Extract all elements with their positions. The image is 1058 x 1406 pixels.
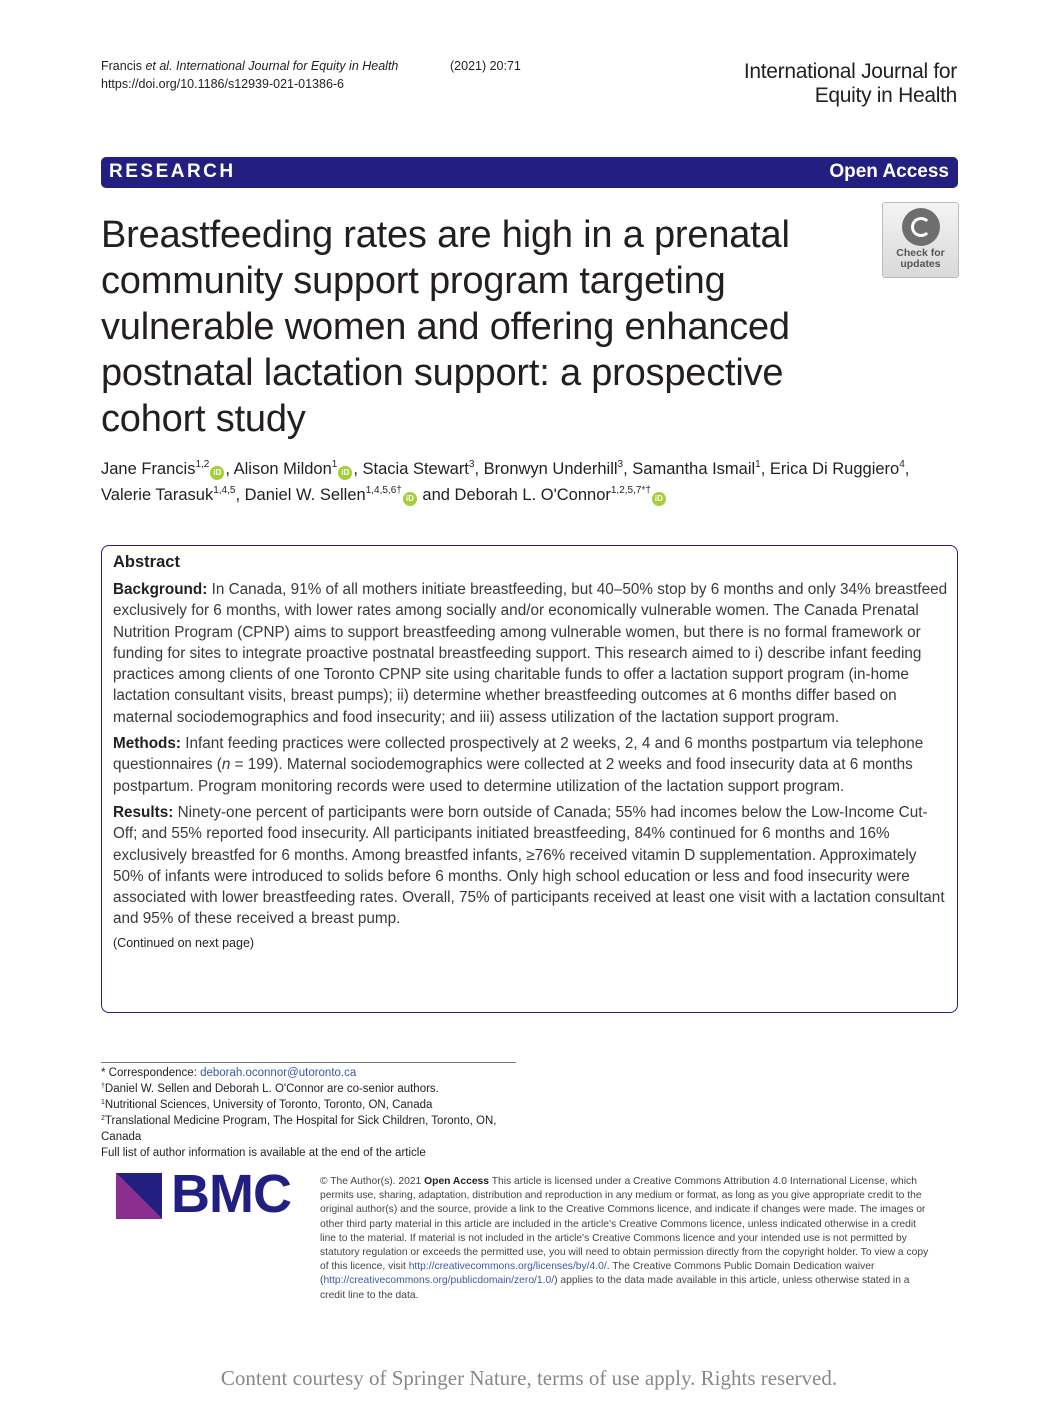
bmc-logo-mark	[116, 1173, 162, 1219]
author-affiliation: 1,4,5	[213, 484, 236, 496]
check-for-updates-button[interactable]	[882, 202, 959, 278]
doi-link[interactable]: https://doi.org/10.1186/s12939-021-01386-6	[101, 77, 345, 91]
orcid-icon[interactable]: iD	[403, 492, 417, 506]
license-part-a: © The Author(s). 2021	[320, 1176, 425, 1187]
orcid-icon[interactable]: iD	[210, 466, 224, 480]
author-separator: ,	[760, 460, 770, 478]
check-updates-icon	[902, 208, 940, 246]
author-separator: ,	[623, 460, 633, 478]
methods-n: n	[221, 756, 231, 774]
methods-text-a: Infant feeding practices were collected prospectively at 2 weeks, 2, 4 and 6 months postpartum via telephone questionnaires (	[113, 735, 924, 774]
author-separator: ,	[353, 460, 363, 478]
abstract-box	[101, 545, 958, 1013]
public-domain-url-link[interactable]: http://creativecommons.org/publicdomain/zero/1.0/	[323, 1275, 555, 1287]
license-part-b: This article is licensed under a Creative Commons Attribution 4.0 International License, which permits use, sharing, adaptation, distribution and reproduction in any medium or format, as long as you give appropriate credit to the original author(s) and the source, provide a link to the Creative Commons licence, and indicate if changes were made. The images or other third party material in this article are included in the article's Creative Commons licence, unless indicated otherwise in a credit line to the material. If material is not included in the article's Creative Commons licence and your intended use is not permitted by statutory regulation or exceeds the permitted use, you will need to obtain permission directly from the copyright holder. To view a copy of this licence, visit	[320, 1176, 929, 1273]
citation-journal: International Journal for Equity in Health	[172, 59, 399, 73]
results-text: Ninety-one percent of participants were born outside of Canada; 55% had incomes below the Low-Income Cut-Off; and 55% reported food insecurity. All participants initiated breastfeeding, 84% continued for 6 months and 16% exclusively breastfed for 6 months. Among breastfed infants, ≥76% received vitamin D supplementation. Approximately 50% of infants were introduced to solids before 6 months. Only high school education or less and food insecurity were associated with lower breastfeeding rates. Overall, 75% of participants received at least one visit with a lactation consultant and 95% of these received a breast pump.	[113, 803, 945, 928]
bmc-logo	[116, 1164, 296, 1224]
affiliation-1	[101, 1097, 516, 1113]
author-name: Jane Francis	[101, 460, 196, 478]
orcid-icon[interactable]: iD	[652, 492, 666, 506]
journal-name-line1: International Journal for	[743, 60, 957, 83]
affiliation-2-mark: 2	[101, 1115, 105, 1122]
co-senior-text: Daniel W. Sellen and Deborah L. O'Connor are co-senior authors.	[104, 1083, 439, 1095]
full-author-info-note: Full list of author information is available at the end of the article	[101, 1147, 426, 1159]
author-separator: ,	[235, 485, 245, 504]
author-affiliation: 1	[331, 459, 338, 470]
author-affiliation: 1,2,5,7*†	[610, 484, 651, 496]
article-type-banner	[101, 157, 958, 188]
courtesy-notice: Content courtesy of Springer Nature, terms of use apply. Rights reserved.	[220, 1366, 838, 1390]
methods-label: Methods:	[113, 735, 181, 753]
orcid-icon[interactable]: iD	[338, 466, 352, 480]
citation-authors: Francis	[101, 59, 146, 73]
license-part-c: . The Creative Commons Public Domain Dedication waiver (	[320, 1261, 875, 1287]
author-affiliation: 1	[755, 459, 761, 470]
affiliation-2	[101, 1113, 516, 1145]
footnote-divider	[101, 1062, 516, 1063]
author-name: Valerie Tarasuk	[101, 485, 214, 504]
citation-etal: et al.	[145, 59, 173, 73]
correspondence	[101, 1065, 516, 1081]
article-type-label: RESEARCH	[109, 161, 236, 182]
author-name: Alison Mildon	[233, 460, 332, 478]
abstract-methods	[113, 733, 949, 797]
author-name: Erica Di Ruggiero	[769, 460, 900, 478]
author-separator: ,	[225, 460, 234, 478]
open-access-label: Open Access	[829, 161, 949, 182]
co-senior-mark: †	[101, 1083, 105, 1090]
author-name: Bronwyn Underhill	[483, 460, 618, 478]
affiliation-1-text: Nutritional Sciences, University of Toronto, Toronto, ON, Canada	[104, 1099, 433, 1111]
background-label: Background:	[113, 581, 208, 598]
background-text: In Canada, 91% of all mothers initiate breastfeeding, but 40–50% stop by 6 months and only 34% breastfeed exclusively for 6 months, with lower rates among socially and/or economically vulnerable women. The Canada Prenatal Nutrition Program (CPNP) aims to support breastfeeding among vulnerable women, but there is no formal framework or funding for sites to integrate proactive postnatal breastfeeding support. This research aimed to i) describe infant feeding practices among clients of one Toronto CPNP site using charitable funds to offer a lactation support program (in-home lactation consultant visits, breast pumps); ii) determine whether breastfeeding outcomes at 6 months differ based on maternal sociodemographics and food insecurity; and iii) assess utilization of the lactation support program.	[113, 581, 948, 726]
results-label: Results:	[113, 803, 174, 821]
abstract-background	[113, 579, 949, 728]
citation-year: (2021) 20:71	[450, 59, 521, 73]
license-url-link[interactable]: http://creativecommons.org/licenses/by/4.0/	[408, 1261, 607, 1273]
citation-block	[101, 57, 521, 93]
methods-text-b: = 199). Maternal sociodemographics were collected at 2 weeks and food insecurity data at 6 months postpartum. Program monitoring records were used to determine utilization of the lactation support program.	[113, 756, 913, 795]
abstract-heading: Abstract	[113, 553, 180, 571]
check-updates-label-2: updates	[900, 258, 941, 270]
author-separator: and	[417, 485, 455, 504]
correspondence-label: * Correspondence:	[101, 1067, 201, 1079]
author-affiliation: 3	[617, 459, 624, 470]
license-open-access: Open Access	[424, 1176, 490, 1187]
author-name: Deborah L. O'Connor	[454, 485, 611, 504]
author-affiliation: 1,4,5,6†	[365, 484, 402, 496]
article-title: Breastfeeding rates are high in a prenatal community support program targeting vulnerable women and offering enhanced postnatal lactation support: a prospective cohort study	[101, 214, 790, 440]
author-list	[101, 457, 961, 508]
author-affiliation: 4	[899, 459, 905, 470]
affiliation-2-text: Translational Medicine Program, The Hospital for Sick Children, Toronto, ON, Canada	[101, 1115, 497, 1143]
affiliation-1-mark: 1	[101, 1099, 105, 1106]
license-text	[320, 1175, 930, 1303]
author-separator: ,	[474, 460, 484, 478]
author-name: Samantha Ismail	[632, 460, 756, 478]
author-affiliation: 3	[468, 459, 475, 470]
license-part-d: ) applies to the data made available in this article, unless otherwise stated in a credit line to the data.	[320, 1275, 910, 1301]
footnotes	[101, 1065, 516, 1161]
author-separator: ,	[904, 460, 910, 478]
co-senior-note	[101, 1081, 516, 1097]
journal-name-line2: Equity in Health	[814, 84, 957, 107]
author-name: Daniel W. Sellen	[244, 485, 366, 504]
abstract-results	[113, 802, 949, 930]
bmc-logo-text: BMC	[171, 1164, 291, 1224]
author-affiliation: 1,2	[195, 459, 210, 470]
author-name: Stacia Stewart	[362, 460, 469, 478]
journal-name	[744, 60, 957, 108]
continued-note: (Continued on next page)	[113, 935, 255, 950]
correspondence-email-link[interactable]: deborah.oconnor@utoronto.ca	[200, 1067, 357, 1079]
check-updates-label-1: Check for	[896, 247, 945, 259]
citation-line	[101, 57, 521, 75]
